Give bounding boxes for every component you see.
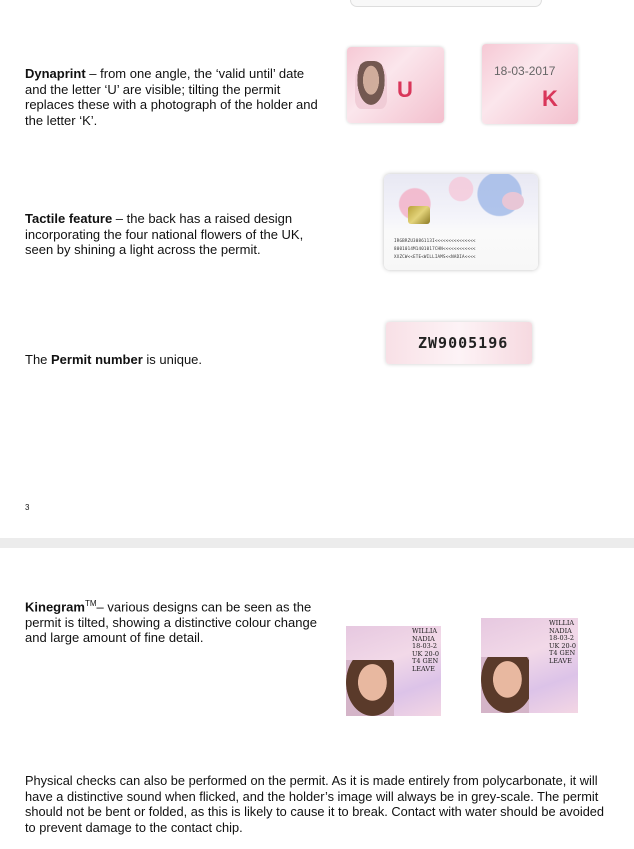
page-number: 3 (25, 503, 30, 512)
kinegram-text: – various designs can be seen as the permit is tilted, showing a distinctive colour change and large amount of fine detail. (25, 599, 317, 646)
previous-card-edge (350, 0, 542, 7)
card-line: LEAVE (411, 664, 435, 673)
tactile-text: – the back has a raised design incorporating the four national flowers of the UK, seen by shining a light across the permit. (25, 211, 304, 257)
kinegram-image-1 (346, 626, 441, 716)
kinegram-card-text-1 (412, 628, 439, 674)
dynaprint-title: Dynaprint (25, 66, 86, 81)
permit-post: is unique. (142, 352, 203, 367)
holder-photo-icon (346, 660, 394, 716)
letter-k: K (542, 86, 558, 111)
permit-number-label: Permit number (51, 352, 143, 367)
card-line: NADIA (548, 626, 572, 635)
permit-number-paragraph (25, 352, 320, 368)
kinegram-card-text-2 (549, 620, 576, 666)
dynaprint-image-front (347, 47, 444, 123)
kinegram-image-2 (481, 618, 578, 713)
permit-back-image (384, 174, 538, 270)
kinegram-paragraph (25, 596, 320, 646)
letter-u: U (397, 77, 413, 102)
permit-number-image (386, 322, 532, 364)
dynaprint-paragraph (25, 66, 320, 128)
card-line: T4 GEN (411, 657, 439, 666)
mrz-line-1: IRGBRZU3086113I<<<<<<<<<<<<<<< (394, 238, 476, 243)
permit-pre: The (25, 352, 52, 367)
mrz-line-3: XXZCW<<ETE<WILLIAMS<<NADIA<<<< (394, 254, 476, 259)
card-line: NADIA (411, 634, 435, 643)
card-line: 18-03-2 (411, 642, 438, 651)
card-line: 18-03-2 (548, 634, 575, 643)
permit-number-value: ZW9005196 (418, 334, 509, 352)
card-line: UK 20-0 (411, 649, 439, 658)
document-page-2 (0, 548, 634, 849)
dynaprint-image-tilted (482, 44, 578, 124)
contact-chip-icon (408, 206, 430, 224)
dynaprint-text: – from one angle, the ‘valid until’ date and the letter ‘U’ are visible; tilting the permit replaces these with a photograph of the holder and the letter ‘K’. (25, 66, 318, 128)
trademark-mark: TM (84, 599, 97, 608)
card-line: WILLIA (548, 619, 575, 627)
card-line: UK 20-0 (548, 641, 576, 650)
tactile-title: Tactile feature (25, 211, 113, 226)
kinegram-title: Kinegram (25, 599, 85, 615)
mrz-line-2: 8001014M1401017CHN<<<<<<<<<<<< (394, 246, 476, 251)
physical-checks-paragraph: Physical checks can also be performed on the permit. As it is made entirely from polycarbonate, it will have a distinctive sound when flicked, and the holder’s image will always be in grey-scale. The permit should not be bent or folded, as this is likely to cause it to break. Contact with water should be avoided to prevent damage to the contact chip. (25, 773, 605, 835)
emblem-icon (502, 192, 524, 210)
tactile-paragraph (25, 211, 320, 258)
holder-photo-icon (481, 657, 529, 713)
holder-photo-icon (355, 61, 387, 109)
card-line: LEAVE (548, 656, 572, 665)
valid-until-date: 18-03-2017 (494, 64, 556, 78)
card-line: T4 GEN (548, 649, 576, 658)
card-line: WILLIA (411, 627, 438, 635)
